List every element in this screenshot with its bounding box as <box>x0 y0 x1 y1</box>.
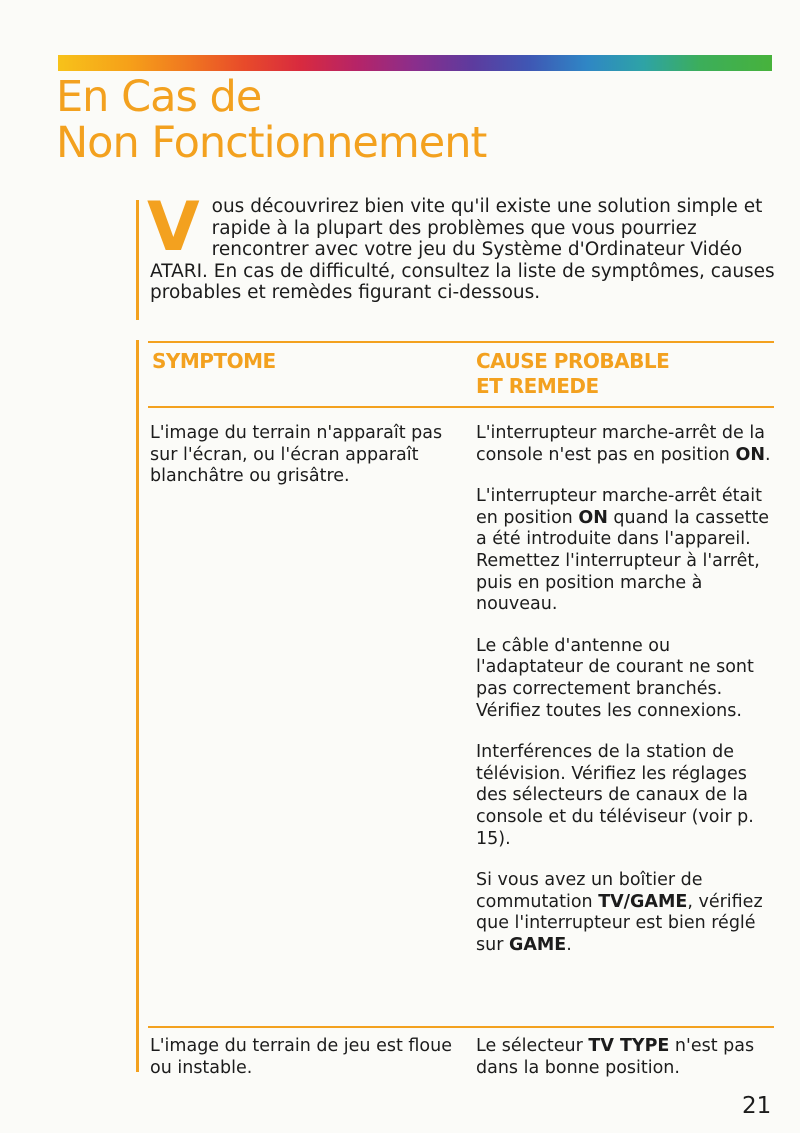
row1-symptom: L'image du terrain n'apparaît pas sur l'écran, ou l'écran apparaît blanchâtre ou grisâtre. <box>150 423 443 487</box>
left-rule-top <box>136 200 139 320</box>
row1-cause-2: L'interrupteur marche-arrêt était en position ON quand la cassette a été introduite dans l'appareil. Remettez l'interrupteur à l'arrêt, puis en position marche à nouveau. <box>476 486 770 615</box>
row1-cause-4: Interférences de la station de télévision. Vérifiez les réglages des sélecteurs de canaux de la console et du téléviseur (voir p. 15). <box>476 742 754 849</box>
page-number: 21 <box>742 1093 772 1119</box>
intro-text: ous découvrirez bien vite qu'il existe une solution simple et rapide à la plupart des problèmes que vous pourriez rencontrer avec votre jeu du Système d'Ordinateur Vidéo ATARI. En cas de difficulté, consultez la liste de symptômes, causes probables et remèdes figurant ci-dessous. <box>150 196 775 304</box>
header-cause-line-2: ET REMEDE <box>476 374 599 398</box>
row1-cause-1: L'interrupteur marche-arrêt de la console n'est pas en position ON. <box>476 423 771 465</box>
drop-cap: V <box>147 188 200 267</box>
row1-cause-3: Le câble d'antenne ou l'adaptateur de courant ne sont pas correctement branchés. Vérifiez toutes les connexions. <box>476 635 754 721</box>
left-rule-main <box>136 340 139 1072</box>
header-cause-line-1: CAUSE PROBABLE <box>476 349 670 373</box>
page-title <box>56 74 486 166</box>
table-top-rule <box>148 341 774 343</box>
row-separator <box>148 1026 774 1028</box>
header-bottom-rule <box>148 406 774 408</box>
row2-cause: Le sélecteur TV TYPE n'est pas dans la bonne position. <box>476 1036 755 1078</box>
title-line-2: Non Fonctionnement <box>56 118 487 168</box>
header-cause <box>476 349 669 399</box>
title-line-1: En Cas de <box>56 72 262 122</box>
row1-causes <box>476 423 774 976</box>
rainbow-stripe <box>58 55 772 71</box>
header-symptom: SYMPTOME <box>152 349 276 373</box>
row2-symptom: L'image du terrain de jeu est floue ou instable. <box>150 1036 452 1078</box>
intro-paragraph <box>147 188 775 304</box>
row1-cause-5: Si vous avez un boîtier de commutation TV/GAME, vérifiez que l'interrupteur est bien réglé sur GAME. <box>476 870 763 955</box>
